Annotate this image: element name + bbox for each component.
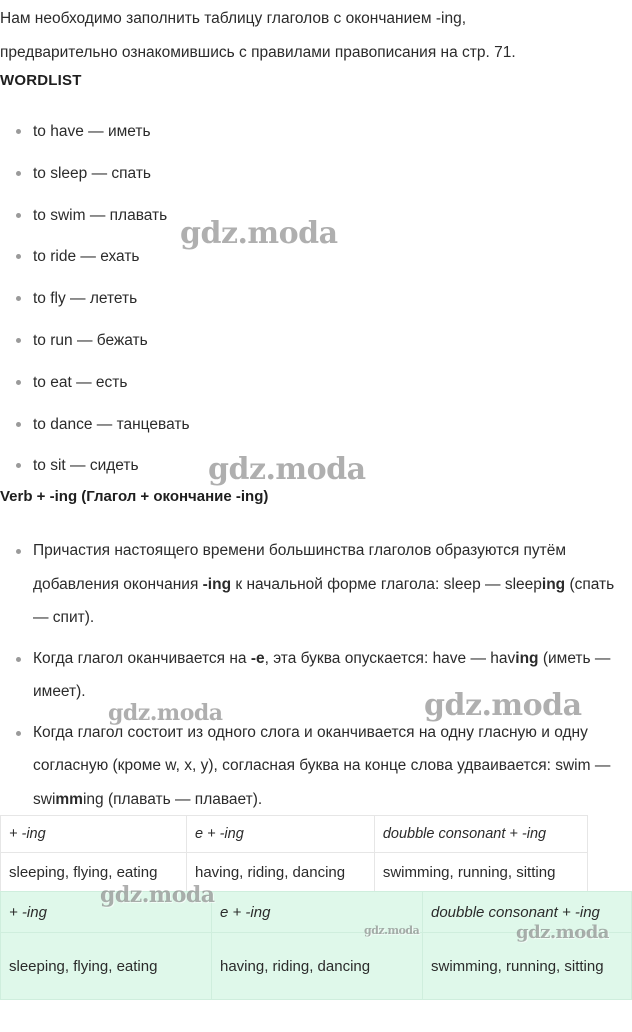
table-cell: swimming, running, sitting (374, 853, 587, 892)
wordlist (14, 112, 414, 488)
rule-text: Когда глагол состоит из одного слога и оканчивается на одну гласную и одну согласную (кроме w, x, y), согласная буква на конце слова удваивается: swim — swi (33, 723, 611, 808)
watermark-logo: gdz.moda (108, 700, 223, 726)
rule-item (14, 716, 626, 817)
list-item (14, 154, 414, 196)
word-entry: to ride — ехать (33, 248, 140, 266)
list-item (14, 363, 414, 405)
table-cell: having, riding, dancing (212, 933, 423, 1000)
bullet-icon (16, 380, 21, 385)
table-cell: swimming, running, sitting (423, 933, 632, 1000)
spelling-rules (14, 534, 626, 823)
table-cell: sleeping, flying, eating (1, 933, 212, 1000)
ing-table-highlighted (0, 891, 632, 1000)
watermark-logo: gdz.moda (100, 882, 215, 908)
rule-text: Причастия настоящего времени большинства глаголов образуются путём добавления окончания (33, 542, 567, 593)
bullet-icon (16, 731, 21, 736)
rule-text: ing (плавать — плавает). (82, 790, 263, 808)
bullet-icon (16, 213, 21, 218)
rule-suffix: ing (515, 649, 539, 667)
word-entry: to fly — лететь (33, 290, 138, 308)
bullet-icon (16, 657, 21, 662)
table-header-row (1, 816, 588, 853)
word-entry: to sit — сидеть (33, 457, 139, 475)
intro-text (0, 2, 632, 70)
bullet-icon (16, 171, 21, 176)
bullet-icon (16, 422, 21, 427)
list-item (14, 279, 414, 321)
table-cell: sleeping, flying, eating (1, 853, 187, 892)
verb-rule-heading: Verb + -ing (Глагол + окончание -ing) (0, 488, 269, 505)
rule-text: Когда глагол оканчивается на (33, 649, 251, 667)
intro-line-1: Нам необходимо заполнить таблицу глаголов с окончанием -ing, (0, 10, 466, 27)
rule-item (14, 534, 626, 635)
table-header-cell: e + -ing (186, 816, 374, 853)
rule-suffix: -ing (202, 575, 232, 593)
bullet-icon (16, 463, 21, 468)
rule-text: (иметь — имеет). (33, 649, 611, 700)
watermark-logo: gdz.moda (208, 452, 366, 487)
bullet-icon (16, 549, 21, 554)
bullet-icon (16, 129, 21, 134)
table-row (1, 853, 588, 892)
watermark-logo: gdz.moda (364, 924, 420, 937)
word-entry: to swim — плавать (33, 206, 168, 224)
intro-line-2: предварительно ознакомившись с правилами правописания на стр. 71. (0, 44, 516, 61)
rule-suffix: -e (250, 649, 265, 667)
rule-suffix: mm (55, 790, 83, 808)
bullet-icon (16, 296, 21, 301)
table-header-cell: doubble consonant + -ing (374, 816, 587, 853)
word-entry: to dance — танцевать (33, 415, 190, 433)
word-entry: to run — бежать (33, 331, 148, 349)
watermark-logo: gdz.moda (180, 216, 338, 251)
word-entry: to sleep — спать (33, 164, 151, 182)
word-entry: to have — иметь (33, 123, 151, 140)
list-item (14, 112, 414, 154)
table-header-cell: e + -ing (212, 892, 423, 933)
wordlist-heading: WORDLIST (0, 72, 82, 89)
table-cell: having, riding, dancing (186, 853, 374, 892)
rule-text: , эта буква опускается: have — hav (264, 649, 516, 667)
bullet-icon (16, 254, 21, 259)
rule-text: (спать — спит). (33, 575, 615, 626)
rule-text: к начальной форме глагола: sleep — sleep (231, 575, 542, 593)
table-header-cell: + -ing (1, 892, 212, 933)
ing-table (0, 815, 588, 892)
word-entry: to eat — есть (33, 373, 128, 391)
watermark-logo: gdz.moda (424, 688, 582, 723)
bullet-icon (16, 338, 21, 343)
list-item (14, 321, 414, 363)
table-header-cell: doubble consonant + -ing (423, 892, 632, 933)
table-header-cell: + -ing (1, 816, 187, 853)
list-item (14, 405, 414, 447)
rule-suffix: ing (541, 575, 566, 593)
watermark-logo: gdz.moda (516, 922, 609, 943)
